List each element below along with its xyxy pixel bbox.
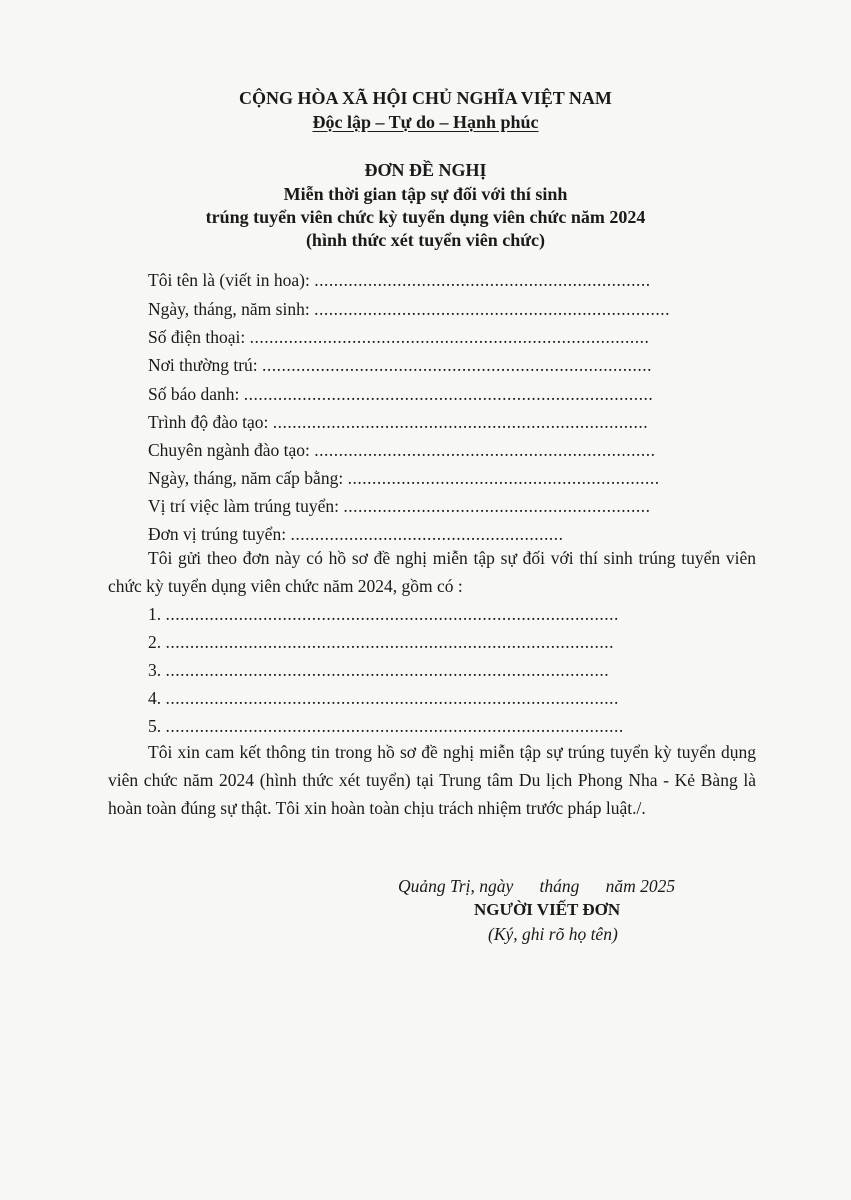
field-label: Ngày, tháng, năm sinh: — [148, 299, 315, 319]
attachment-dots: ............................................................................................. — [165, 604, 619, 624]
field-birth-date — [148, 299, 756, 319]
form-subtitle-3: (hình thức xét tuyển viên chức) — [305, 230, 546, 250]
field-dots: .................................................................................. — [249, 327, 650, 347]
field-label: Nơi thường trú: — [148, 355, 263, 375]
attachment-number: 2. — [148, 632, 166, 652]
field-position — [148, 496, 756, 516]
attachment-number: 1. — [148, 604, 166, 624]
national-title: CỘNG HÒA XÃ HỘI CHỦ NGHĨA VIỆT NAM — [239, 88, 612, 108]
attachment-dots: ........................................................................................... — [165, 660, 610, 680]
attachment-number: 5. — [148, 716, 166, 736]
attachment-dots: ............................................................................................. — [165, 688, 619, 708]
field-major — [148, 440, 756, 460]
place-date-text: Quảng Trị, ngày tháng năm 2025 — [398, 876, 676, 896]
national-motto: Độc lập – Tự do – Hạnh phúc — [312, 112, 539, 132]
field-label: Đơn vị trúng tuyển: — [148, 524, 291, 544]
attachment-item — [148, 688, 756, 708]
attachment-dots: .............................................................................................. — [165, 716, 624, 736]
form-title: ĐƠN ĐỀ NGHỊ — [364, 160, 487, 180]
commitment-paragraph: Tôi xin cam kết thông tin trong hồ sơ đề nghị miễn tập sự trúng tuyển kỳ tuyển dụng viên chức năm 2024 (hình thức xét tuyển) tại Trung tâm Du lịch Phong Nha - Kẻ Bàng là hoàn toàn đúng sự thật. Tôi xin hoàn toàn chịu trách nhiệm trước pháp luật./. — [108, 742, 756, 818]
field-phone — [148, 327, 756, 347]
place-date — [398, 876, 675, 897]
field-label: Ngày, tháng, năm cấp bằng: — [148, 468, 348, 488]
field-label: Số điện thoại: — [148, 327, 250, 347]
field-label: Vị trí việc làm trúng tuyển: — [148, 496, 344, 516]
field-dots: .................................................................................... — [243, 384, 654, 404]
attachments-intro: Tôi gửi theo đơn này có hồ sơ đề nghị miễn tập sự đối với thí sinh trúng tuyển viên chức kỳ tuyển dụng viên chức năm 2024, gồm có : — [108, 548, 756, 596]
form-subtitle-2: trúng tuyển viên chức kỳ tuyển dụng viên chức năm 2024 — [205, 207, 646, 227]
field-dots: ........................................................ — [290, 524, 564, 544]
field-dots: ................................................................ — [347, 468, 660, 488]
field-education-level — [148, 412, 756, 432]
field-label: Trình độ đào tạo: — [148, 412, 273, 432]
field-residence — [148, 355, 756, 375]
field-degree-date — [148, 468, 756, 488]
field-dots: ............................................................... — [343, 496, 651, 516]
attachment-item — [148, 660, 756, 680]
field-candidate-number — [148, 384, 756, 404]
field-dots: ................................................................................ — [262, 355, 653, 375]
field-dots: ..................................................................... — [314, 270, 651, 290]
attachment-dots: ............................................................................................ — [165, 632, 614, 652]
field-dots: ...................................................................... — [314, 440, 656, 460]
field-dots: ............................................................................. — [272, 412, 649, 432]
field-label: Số báo danh: — [148, 384, 244, 404]
signature-note: (Ký, ghi rõ họ tên) — [488, 924, 618, 944]
field-dots: ......................................................................... — [314, 299, 670, 319]
attachment-item — [148, 716, 756, 736]
attachment-item — [148, 604, 756, 624]
field-unit — [148, 524, 756, 544]
field-label: Tôi tên là (viết in hoa): — [148, 270, 315, 290]
attachment-item — [148, 632, 756, 652]
field-label: Chuyên ngành đào tạo: — [148, 440, 315, 460]
form-subtitle-1: Miễn thời gian tập sự đối với thí sinh — [283, 184, 568, 204]
field-full-name — [148, 270, 756, 290]
attachment-number: 4. — [148, 688, 166, 708]
attachment-number: 3. — [148, 660, 166, 680]
signer-title: NGƯỜI VIẾT ĐƠN — [474, 900, 621, 919]
